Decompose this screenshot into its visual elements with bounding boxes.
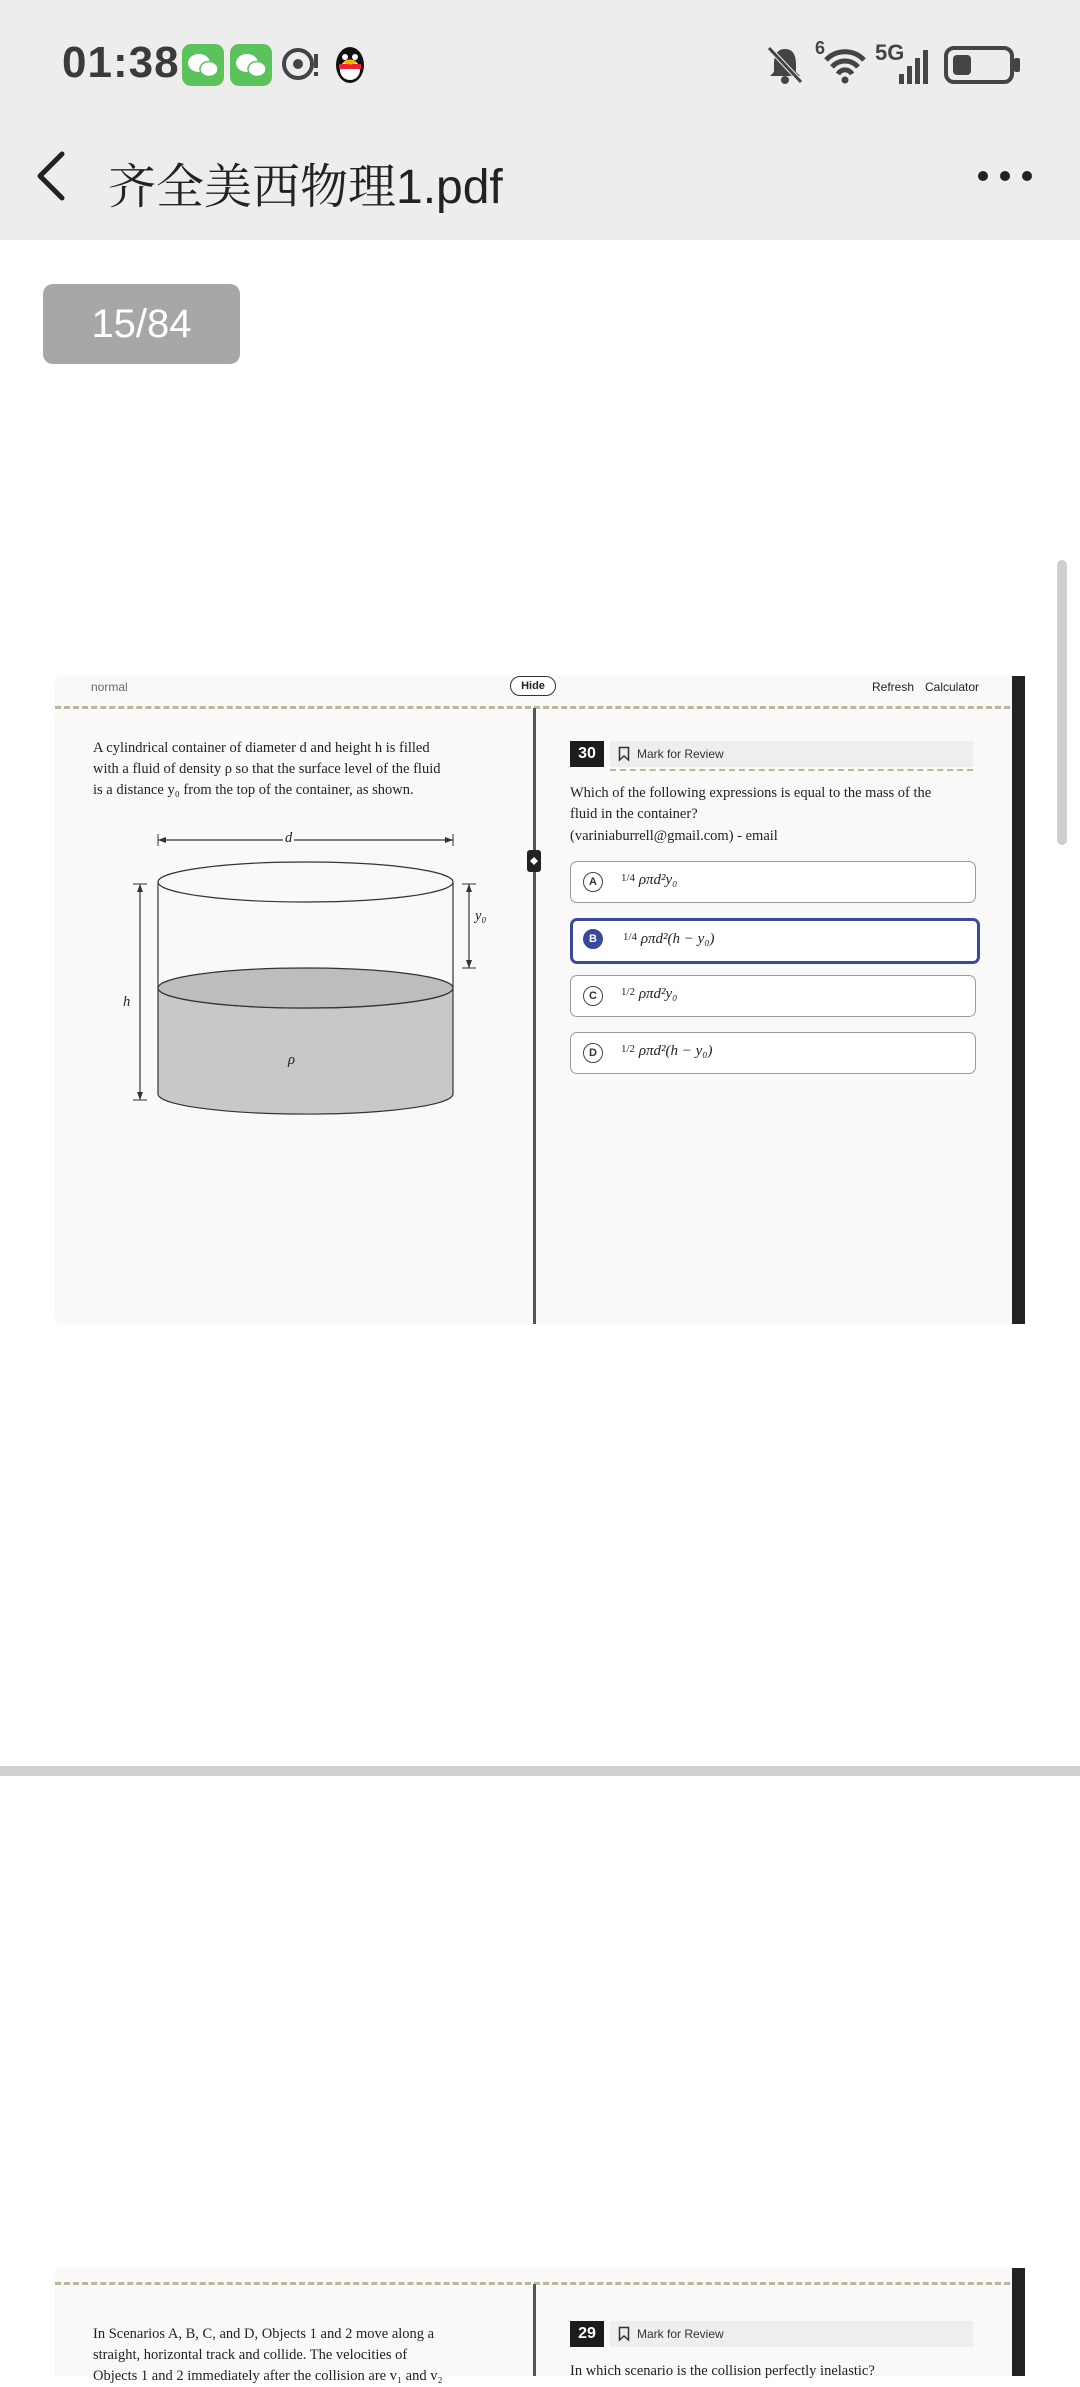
calculator-label: Calculator — [925, 680, 980, 694]
stimulus-line: Objects 1 and 2 immediately after the collision are v₁ and v₂ — [93, 2368, 443, 2384]
stimulus-line: straight, horizontal track and collide. The velocities of — [93, 2347, 408, 2363]
signal-5g-icon — [895, 44, 935, 86]
hide-button[interactable]: Hide — [510, 676, 556, 696]
option-letter: B — [583, 929, 603, 949]
option-formula: ρπd²y₀ — [638, 986, 678, 1002]
qq-icon — [330, 44, 370, 86]
email-note: (variniaburrell@gmail.com) - email — [570, 828, 778, 844]
stimulus-line: In Scenarios A, B, C, and D, Objects 1 and 2 move along a — [93, 2326, 435, 2342]
option-expression — [621, 1043, 713, 1060]
answer-option-b[interactable] — [570, 918, 980, 964]
diameter-label: d — [283, 828, 294, 849]
stimulus-line: A cylindrical container of diameter d and height h is filled — [93, 740, 430, 756]
panel-divider — [533, 708, 536, 1324]
bookmark-icon[interactable] — [618, 2326, 630, 2342]
refresh-label: Refresh — [872, 680, 915, 694]
stimulus-text — [93, 2324, 503, 2387]
stimulus-line: with a fluid of density ρ so that the surface level of the fluid — [93, 761, 441, 777]
wechat-icon — [182, 44, 224, 86]
document-title: 齐全美西物理1.pdf — [108, 161, 503, 214]
status-bar — [0, 0, 1080, 130]
page-separator — [0, 1766, 1080, 1776]
question-text — [570, 783, 990, 847]
panel-divider — [533, 2284, 536, 2376]
wifi-icon — [822, 44, 868, 86]
stimulus-text — [93, 738, 503, 801]
network-type-label: 5G — [875, 40, 905, 65]
bookmark-icon[interactable] — [618, 746, 630, 762]
question-text: In which scenario is the collision perfectly inelastic? — [570, 2363, 875, 2379]
wifi-6-label: 6 — [815, 38, 826, 58]
battery-icon — [944, 46, 1024, 86]
option-expression — [621, 986, 677, 1003]
back-arrow-icon[interactable] — [34, 150, 74, 202]
option-fraction: 1/2 — [621, 1043, 636, 1055]
height-label: h — [123, 992, 130, 1013]
option-letter: C — [583, 986, 603, 1006]
question-line: fluid in the container? — [570, 806, 698, 822]
option-letter: A — [583, 872, 603, 892]
bell-muted-icon — [765, 44, 805, 86]
page-indicator: 15/84 — [43, 284, 240, 364]
wechat-icon — [230, 44, 272, 86]
option-formula: ρπd²(h − y₀) — [638, 1043, 713, 1059]
answer-option-d[interactable] — [570, 1032, 976, 1074]
option-fraction: 1/4 — [623, 931, 638, 943]
question-header-divider — [610, 769, 973, 771]
option-letter: D — [583, 1043, 603, 1063]
question-number: 29 — [570, 2321, 604, 2347]
scrollbar-thumb[interactable] — [1057, 560, 1067, 845]
question-line: Which of the following expressions is equal to the mass of the — [570, 785, 932, 801]
pdf-page-image — [55, 676, 1025, 1324]
resize-handle-icon[interactable] — [527, 850, 541, 872]
clock: 01:38 — [62, 38, 180, 87]
right-edge-bar — [1012, 2268, 1025, 2376]
more-options-icon[interactable] — [976, 166, 1034, 186]
question-number: 30 — [570, 741, 604, 767]
answer-option-a[interactable] — [570, 861, 976, 903]
y0-label: y₀ — [475, 908, 487, 924]
option-expression — [621, 872, 677, 889]
stimulus-line: is a distance y₀ from the top of the container, as shown. — [93, 782, 414, 798]
option-expression — [623, 931, 715, 948]
option-formula: ρπd²(h − y₀) — [640, 931, 715, 947]
cylinder-figure — [75, 826, 495, 1126]
mark-for-review-label[interactable]: Mark for Review — [637, 2327, 724, 2341]
pdf-page-image-next — [55, 2268, 1025, 2384]
density-label: ρ — [288, 1052, 295, 1068]
option-fraction: 1/2 — [621, 986, 636, 998]
mark-for-review-label[interactable]: Mark for Review — [637, 747, 724, 761]
answer-option-c[interactable] — [570, 975, 976, 1017]
right-edge-bar — [1012, 676, 1025, 1324]
option-fraction: 1/4 — [621, 872, 636, 884]
location-icon — [280, 44, 320, 86]
option-formula: ρπd²y₀ — [638, 872, 678, 888]
header-mode-label: normal — [91, 680, 128, 694]
